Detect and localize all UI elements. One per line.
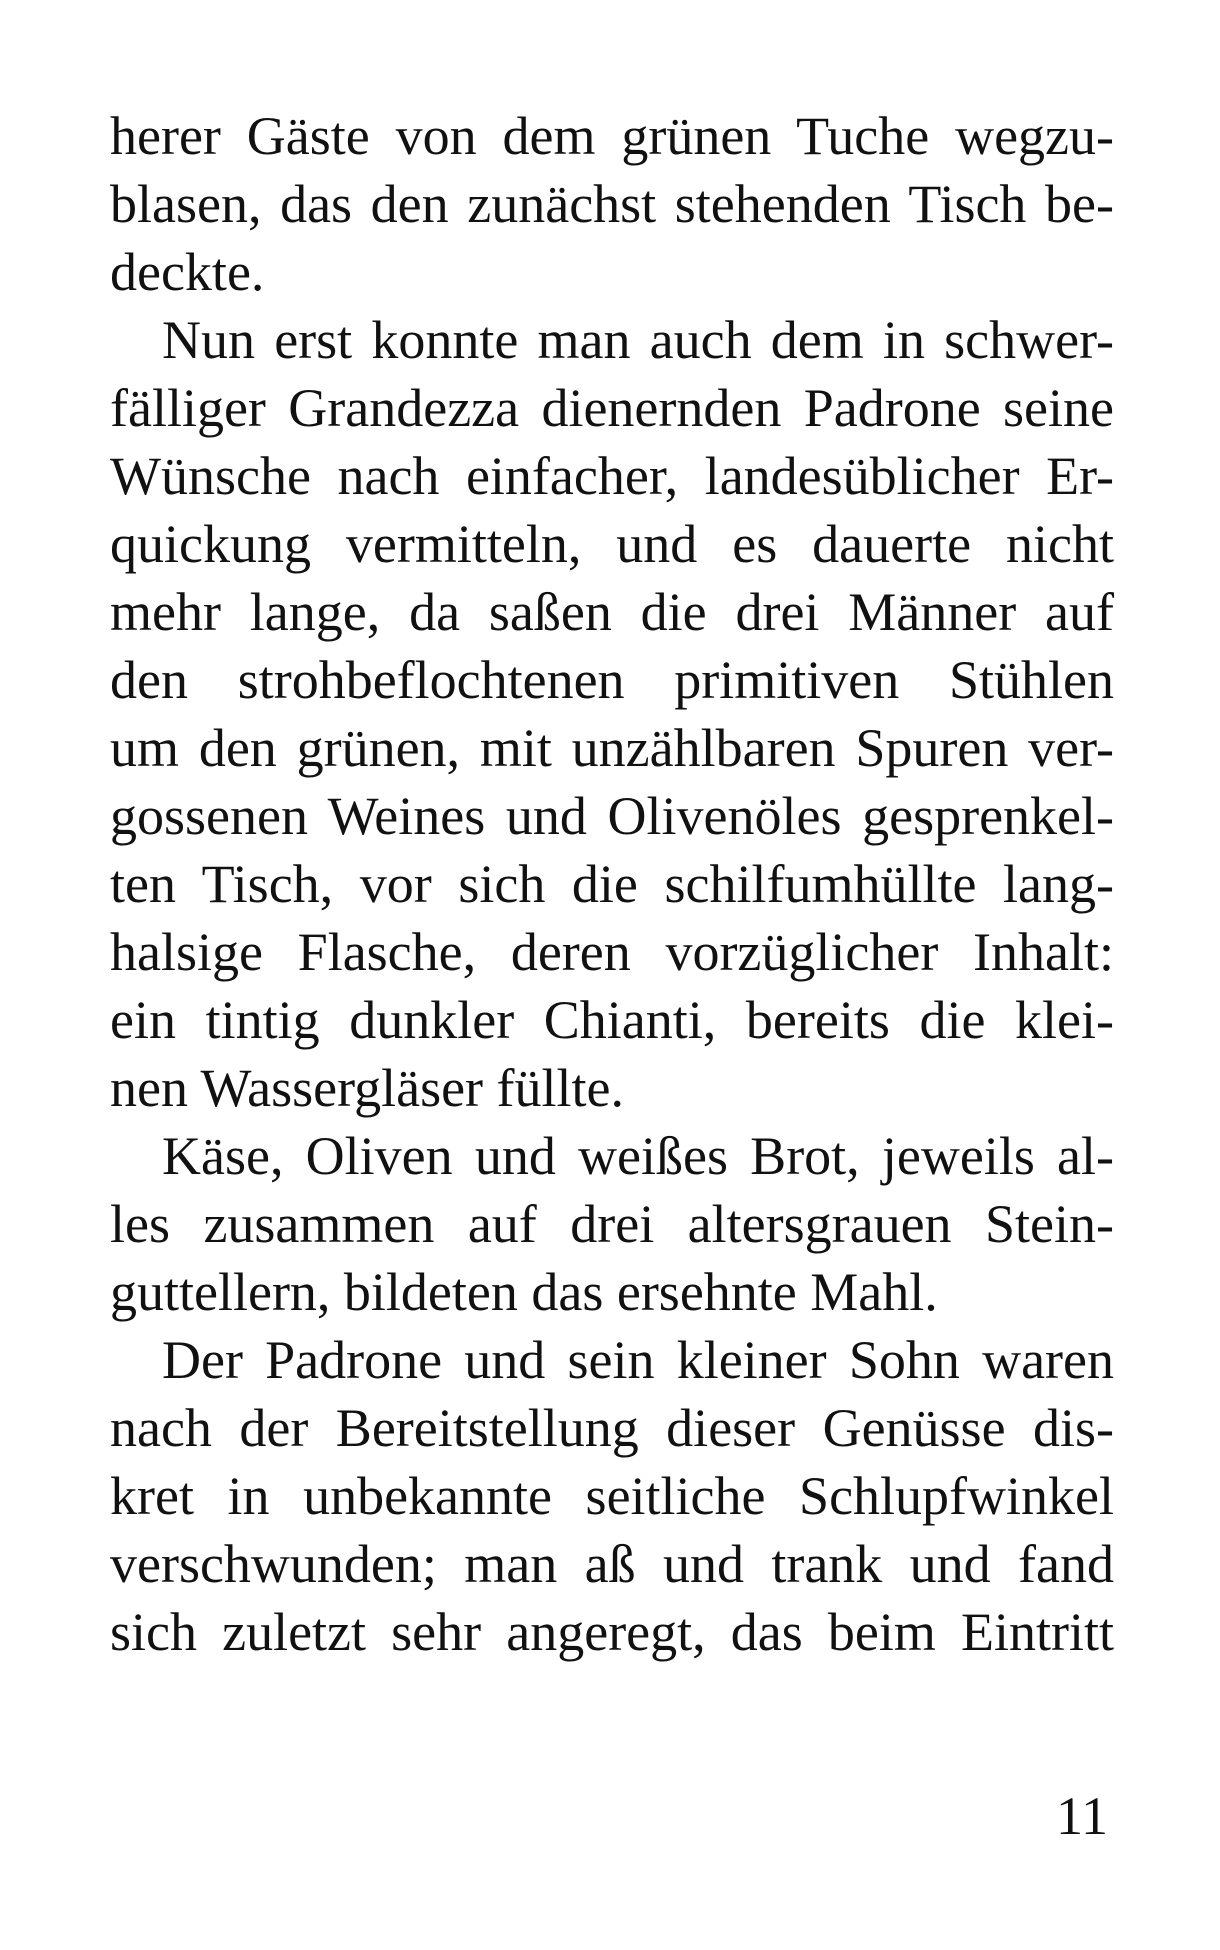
text-line: blasen, das den zunächst stehenden Tisch be- xyxy=(110,174,1114,234)
text-line: nach der Bereitstellung dieser Genüsse dis- xyxy=(110,1398,1114,1458)
text-line: mehr lange, da saßen die drei Männer auf xyxy=(110,582,1114,642)
text-line: sich zuletzt sehr angeregt, das beim Eintritt xyxy=(110,1602,1114,1662)
text-line: ein tintig dunkler Chianti, bereits die klei- xyxy=(110,990,1114,1050)
body-text xyxy=(110,102,1114,1666)
text-line: um den grünen, mit unzählbaren Spuren ver- xyxy=(110,718,1114,778)
text-line: quickung vermitteln, und es dauerte nicht xyxy=(110,514,1114,574)
text-line: den strohbeflochtenen primitiven Stühlen xyxy=(110,650,1114,710)
text-line: verschwunden; man aß und trank und fand xyxy=(110,1534,1114,1594)
text-line: gossenen Weines und Olivenöles gesprenkel- xyxy=(110,786,1114,846)
text-line: halsige Flasche, deren vorzüglicher Inhalt: xyxy=(110,922,1114,982)
page-number: 11 xyxy=(1056,1786,1108,1846)
text-line: herer Gäste von dem grünen Tuche wegzu- xyxy=(110,106,1114,166)
text-line: ten Tisch, vor sich die schilfumhüllte lang- xyxy=(110,854,1114,914)
text-line: deckte. xyxy=(110,242,265,302)
text-line: nen Wassergläser füllte. xyxy=(110,1058,625,1118)
paragraph-first-line: Käse, Oliven und weißes Brot, jeweils al- xyxy=(162,1126,1114,1186)
text-line: Wünsche nach einfacher, landesüblicher Er- xyxy=(110,446,1114,506)
paragraph-first-line: Nun erst konnte man auch dem in schwer- xyxy=(162,310,1114,370)
text-line: kret in unbekannte seitliche Schlupfwinkel xyxy=(110,1466,1114,1526)
paragraph-first-line: Der Padrone und sein kleiner Sohn waren xyxy=(162,1330,1114,1390)
text-line: fälliger Grandezza dienernden Padrone seine xyxy=(110,378,1114,438)
text-line: les zusammen auf drei altersgrauen Stein- xyxy=(110,1194,1114,1254)
text-line: guttellern, bildeten das ersehnte Mahl. xyxy=(110,1262,938,1322)
